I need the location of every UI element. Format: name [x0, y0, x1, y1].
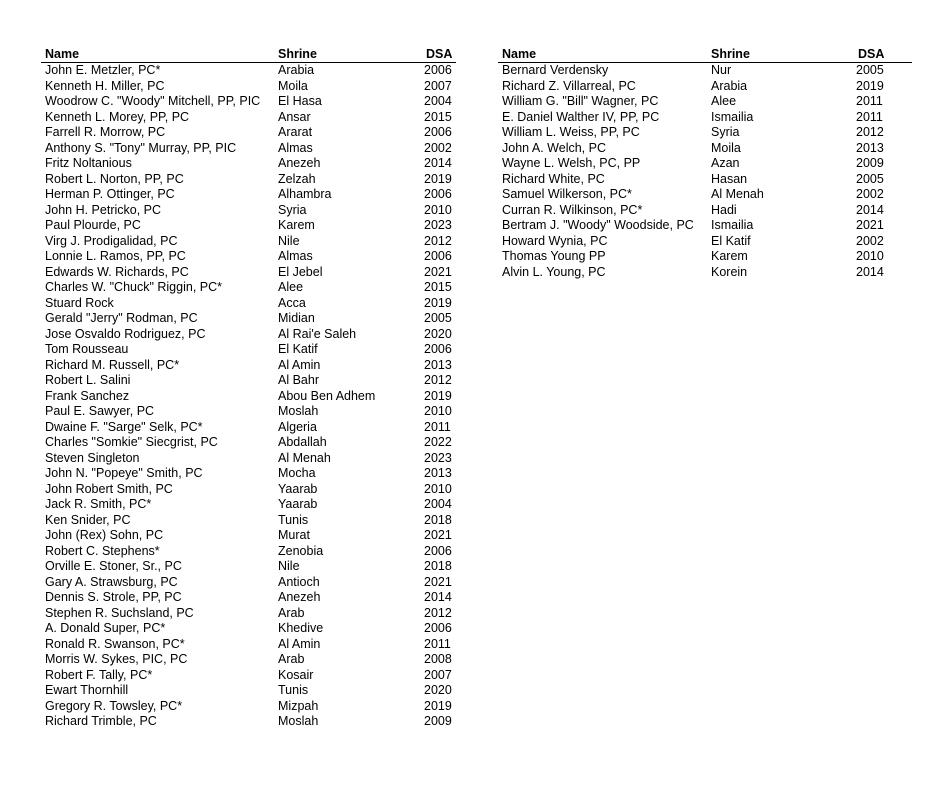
shrine-name: Kosair [278, 667, 314, 682]
member-name: Gregory R. Towsley, PC* [45, 698, 183, 713]
dsa-year: 2021 [424, 574, 452, 589]
name-column-header: Name [502, 47, 537, 61]
dsa-year: 2002 [856, 233, 884, 248]
member-name: William G. "Bill" Wagner, PC [502, 94, 659, 108]
dsa-year: 2010 [424, 404, 452, 418]
table-row [41, 652, 456, 668]
member-name: Edwards W. Richards, PC [45, 264, 189, 279]
member-name: Charles "Somkie" Siecgrist, PC [45, 435, 218, 449]
shrine-name: Abdallah [278, 435, 327, 449]
table-row [41, 544, 456, 560]
dsa-year: 2011 [424, 419, 451, 434]
table-row [41, 172, 456, 188]
shrine-name: El Hasa [278, 94, 322, 108]
dsa-year: 2023 [424, 218, 452, 232]
dsa-year: 2011 [424, 636, 451, 651]
dsa-year: 2021 [424, 264, 452, 279]
dsa-year: 2010 [424, 202, 452, 217]
shrine-name: Ismailia [711, 109, 754, 124]
shrine-name: Abou Ben Adhem [278, 388, 376, 403]
table-row [41, 606, 456, 622]
table-row [498, 156, 912, 172]
member-name: Gary A. Strawsburg, PC [45, 574, 178, 589]
dsa-year: 2011 [856, 109, 883, 124]
table-row [498, 265, 912, 281]
shrine-name: Al Rai'e Saleh [278, 326, 357, 341]
table-row [41, 203, 456, 219]
dsa-year: 2019 [424, 295, 452, 310]
table-row [41, 156, 456, 172]
dsa-year: 2007 [424, 78, 452, 93]
right-roster-table [498, 46, 912, 280]
table-row [498, 63, 912, 79]
dsa-year: 2019 [424, 698, 452, 713]
shrine-name: Hasan [711, 171, 748, 186]
member-name: Anthony S. "Tony" Murray, PP, PIC [45, 140, 237, 155]
shrine-column-header: Shrine [711, 47, 750, 61]
shrine-name: Yaarab [278, 481, 318, 496]
table-body [498, 63, 912, 280]
table-row [41, 79, 456, 95]
member-name: John (Rex) Sohn, PC [45, 528, 164, 542]
dsa-year: 2015 [424, 109, 452, 124]
table-row [498, 218, 912, 234]
shrine-name: Tunis [278, 683, 309, 697]
shrine-name: Mizpah [278, 698, 319, 713]
shrine-name: Arabia [711, 78, 748, 93]
dsa-year: 2023 [424, 450, 452, 465]
shrine-name: Azan [711, 156, 740, 170]
member-name: Robert C. Stephens* [45, 543, 160, 558]
table-row [498, 125, 912, 141]
member-name: Robert L. Norton, PP, PC [45, 171, 184, 186]
dsa-year: 2020 [424, 683, 452, 697]
shrine-name: Nur [711, 63, 732, 77]
member-name: Richard Z. Villarreal, PC [502, 78, 636, 93]
member-name: Gerald "Jerry" Rodman, PC [45, 311, 198, 325]
member-name: John E. Metzler, PC* [45, 63, 161, 77]
member-name: Farrell R. Morrow, PC [45, 125, 166, 139]
member-name: Dennis S. Strole, PP, PC [45, 590, 182, 604]
member-name: John A. Welch, PC [502, 140, 606, 155]
member-name: E. Daniel Walther IV, PP, PC [502, 109, 660, 124]
dsa-year: 2014 [424, 156, 452, 170]
dsa-year: 2002 [424, 140, 452, 155]
table-row [41, 420, 456, 436]
dsa-year: 2006 [424, 621, 452, 635]
table-row [41, 466, 456, 482]
member-name: Samuel Wilkerson, PC* [502, 187, 632, 201]
member-name: Richard Trimble, PC [45, 714, 157, 728]
shrine-name: Murat [278, 528, 310, 542]
dsa-year: 2013 [424, 357, 452, 372]
shrine-name: Antioch [278, 574, 320, 589]
shrine-name: Al Menah [711, 187, 764, 201]
table-row [498, 187, 912, 203]
table-row [498, 141, 912, 157]
table-row [41, 358, 456, 374]
member-name: Alvin L. Young, PC [502, 264, 606, 279]
table-row [41, 94, 456, 110]
dsa-year: 2019 [856, 78, 884, 93]
table-row [41, 125, 456, 141]
shrine-column-header: Shrine [278, 47, 317, 61]
shrine-name: Arab [278, 652, 305, 666]
table-row [41, 218, 456, 234]
table-row [41, 342, 456, 358]
dsa-year: 2004 [424, 497, 452, 511]
shrine-name: Alee [711, 94, 737, 108]
shrine-name: Korein [711, 264, 748, 279]
name-column-header: Name [45, 47, 80, 61]
member-name: Steven Singleton [45, 450, 140, 465]
table-row [41, 528, 456, 544]
shrine-name: Ansar [278, 109, 311, 124]
member-name: Morris W. Sykes, PIC, PC [45, 652, 188, 666]
dsa-year: 2006 [424, 187, 452, 201]
table-row [498, 249, 912, 265]
member-name: Fritz Noltanious [45, 156, 132, 170]
table-row [41, 187, 456, 203]
table-row [41, 699, 456, 715]
dsa-year: 2006 [424, 342, 452, 356]
table-header [41, 46, 456, 63]
dsa-year: 2022 [424, 435, 452, 449]
dsa-year: 2008 [424, 652, 452, 666]
dsa-year: 2020 [424, 326, 452, 341]
dsa-column-header: DSA [858, 47, 885, 61]
shrine-name: Syria [711, 125, 740, 139]
dsa-year: 2018 [424, 512, 452, 527]
table-row [41, 234, 456, 250]
dsa-year: 2009 [424, 714, 452, 728]
dsa-year: 2006 [424, 249, 452, 263]
dsa-year: 2011 [856, 94, 883, 108]
table-row [498, 203, 912, 219]
shrine-name: Almas [278, 140, 313, 155]
dsa-year: 2018 [424, 559, 452, 573]
member-name: Bertram J. "Woody" Woodside, PC [502, 218, 694, 232]
dsa-year: 2013 [424, 466, 452, 480]
shrine-name: El Katif [278, 342, 318, 356]
member-name: John H. Petricko, PC [45, 202, 162, 217]
shrine-name: Karem [278, 218, 315, 232]
dsa-year: 2005 [424, 311, 452, 325]
table-row [41, 513, 456, 529]
shrine-name: Al Amin [278, 636, 321, 651]
member-name: Curran R. Wilkinson, PC* [502, 202, 643, 217]
shrine-name: Moila [278, 78, 308, 93]
dsa-year: 2009 [856, 156, 884, 170]
member-name: Dwaine F. "Sarge" Selk, PC* [45, 419, 203, 434]
dsa-year: 2006 [424, 63, 452, 77]
table-row [41, 714, 456, 730]
shrine-name: Ararat [278, 125, 313, 139]
member-name: Paul E. Sawyer, PC [45, 404, 155, 418]
member-name: John N. "Popeye" Smith, PC [45, 466, 203, 480]
shrine-name: Acca [278, 295, 306, 310]
member-name: Paul Plourde, PC [45, 218, 141, 232]
shrine-name: Midian [278, 311, 315, 325]
shrine-name: Arab [278, 605, 305, 620]
shrine-name: Ismailia [711, 218, 754, 232]
member-name: Richard M. Russell, PC* [45, 357, 180, 372]
shrine-name: Moslah [278, 404, 319, 418]
shrine-name: Anezeh [278, 590, 321, 604]
table-row [41, 497, 456, 513]
member-name: Virg J. Prodigalidad, PC [45, 233, 178, 248]
shrine-name: El Katif [711, 233, 751, 248]
dsa-year: 2010 [424, 481, 452, 496]
member-name: Wayne L. Welsh, PC, PP [502, 156, 641, 170]
table-row [41, 265, 456, 281]
dsa-year: 2006 [424, 543, 452, 558]
shrine-name: Almas [278, 249, 313, 263]
table-row [498, 94, 912, 110]
table-row [41, 621, 456, 637]
table-row [41, 590, 456, 606]
table-header [498, 46, 912, 63]
shrine-name: Algeria [278, 419, 317, 434]
shrine-name: Karem [711, 249, 748, 263]
member-name: Howard Wynia, PC [502, 233, 608, 248]
dsa-year: 2002 [856, 187, 884, 201]
shrine-name: Nile [278, 233, 300, 248]
table-row [41, 311, 456, 327]
member-name: Lonnie L. Ramos, PP, PC [45, 249, 186, 263]
table-row [41, 683, 456, 699]
dsa-year: 2012 [424, 373, 452, 387]
dsa-year: 2021 [856, 218, 884, 232]
member-name: Ronald R. Swanson, PC* [45, 636, 185, 651]
table-row [41, 637, 456, 653]
member-name: Thomas Young PP [502, 249, 606, 263]
dsa-year: 2007 [424, 667, 452, 682]
left-roster-table [41, 46, 456, 730]
dsa-year: 2014 [856, 202, 884, 217]
member-name: Charles W. "Chuck" Riggin, PC* [45, 280, 222, 294]
table-row [41, 63, 456, 79]
table-row [498, 110, 912, 126]
table-row [41, 482, 456, 498]
table-row [41, 296, 456, 312]
table-row [498, 79, 912, 95]
shrine-name: Syria [278, 202, 307, 217]
table-row [41, 280, 456, 296]
shrine-name: Hadi [711, 202, 737, 217]
shrine-name: Moslah [278, 714, 319, 728]
shrine-name: Arabia [278, 63, 315, 77]
member-name: Stephen R. Suchsland, PC [45, 605, 194, 620]
member-name: Ewart Thornhill [45, 683, 129, 697]
shrine-name: Al Bahr [278, 373, 319, 387]
dsa-year: 2015 [424, 280, 452, 294]
table-row [41, 404, 456, 420]
table-row [41, 327, 456, 343]
member-name: Jose Osvaldo Rodriguez, PC [45, 326, 206, 341]
table-row [498, 234, 912, 250]
shrine-name: Tunis [278, 512, 309, 527]
dsa-year: 2014 [856, 264, 884, 279]
member-name: Richard White, PC [502, 171, 605, 186]
table-row [41, 435, 456, 451]
table-row [41, 451, 456, 467]
shrine-name: Al Amin [278, 357, 321, 372]
dsa-year: 2005 [856, 171, 884, 186]
member-name: Herman P. Ottinger, PC [45, 187, 175, 201]
member-name: Jack R. Smith, PC* [45, 497, 152, 511]
table-row [41, 141, 456, 157]
dsa-year: 2006 [424, 125, 452, 139]
member-name: Kenneth H. Miller, PC [45, 78, 165, 93]
dsa-year: 2012 [856, 125, 884, 139]
dsa-year: 2004 [424, 94, 452, 108]
member-name: Robert F. Tally, PC* [45, 667, 153, 682]
member-name: William L. Weiss, PP, PC [502, 125, 640, 139]
shrine-name: Alee [278, 280, 304, 294]
dsa-year: 2005 [856, 63, 884, 77]
dsa-year: 2014 [424, 590, 452, 604]
dsa-year: 2019 [424, 171, 452, 186]
table-body [41, 63, 456, 730]
member-name: Ken Snider, PC [45, 512, 131, 527]
table-row [41, 373, 456, 389]
member-name: Kenneth L. Morey, PP, PC [45, 109, 190, 124]
dsa-column-header: DSA [426, 47, 453, 61]
shrine-name: Khedive [278, 621, 324, 635]
dsa-year: 2012 [424, 233, 452, 248]
dsa-year: 2019 [424, 388, 452, 403]
member-name: Frank Sanchez [45, 388, 130, 403]
dsa-year: 2013 [856, 140, 884, 155]
table-row [41, 559, 456, 575]
shrine-name: Yaarab [278, 497, 318, 511]
dsa-year: 2012 [424, 605, 452, 620]
dsa-year: 2021 [424, 528, 452, 542]
member-name: Robert L. Salini [45, 373, 131, 387]
shrine-name: El Jebel [278, 264, 323, 279]
table-row [41, 575, 456, 591]
shrine-name: Al Menah [278, 450, 331, 465]
table-row [41, 389, 456, 405]
member-name: A. Donald Super, PC* [45, 621, 166, 635]
shrine-name: Alhambra [278, 187, 332, 201]
shrine-name: Zelzah [278, 171, 316, 186]
member-name: Orville E. Stoner, Sr., PC [45, 559, 182, 573]
shrine-name: Zenobia [278, 543, 324, 558]
member-name: Stuard Rock [45, 295, 114, 310]
table-row [41, 668, 456, 684]
member-name: Tom Rousseau [45, 342, 129, 356]
member-name: Woodrow C. "Woody" Mitchell, PP, PIC [45, 94, 261, 108]
shrine-name: Nile [278, 559, 300, 573]
shrine-name: Moila [711, 140, 741, 155]
shrine-name: Mocha [278, 466, 316, 480]
member-name: Bernard Verdensky [502, 63, 609, 77]
shrine-name: Anezeh [278, 156, 321, 170]
table-row [498, 172, 912, 188]
member-name: John Robert Smith, PC [45, 481, 173, 496]
table-row [41, 110, 456, 126]
table-row [41, 249, 456, 265]
dsa-year: 2010 [856, 249, 884, 263]
